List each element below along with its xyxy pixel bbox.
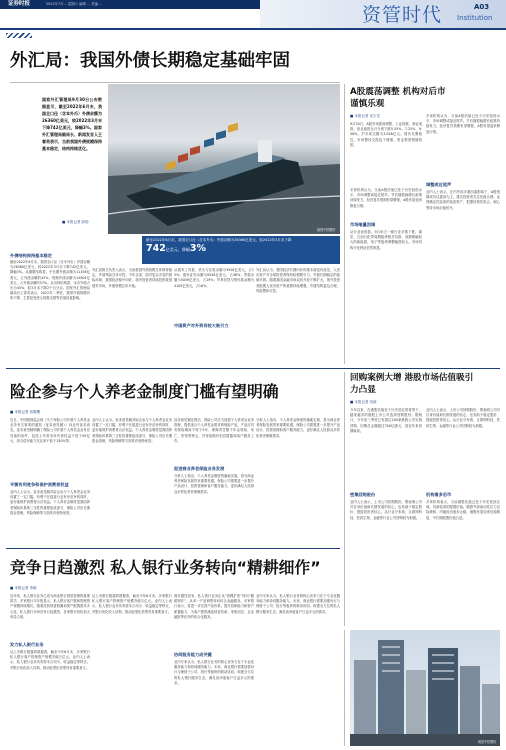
column-separator — [344, 372, 345, 626]
story1-col2: 外汇局相关负责人表示，当前我国外债规模总体保持稳定，外债风险总体可控。今年以来，面对复杂多变的国际环境，我国经济稳中向好，境外投资者持续投资我国债券市场，外债规模总体平稳。 — [92, 268, 172, 288]
story2-sub1: 市场缩量回调 — [350, 222, 376, 227]
story3-col2: 业内人士表示，上市公司回购股份，既表明公司对自身价值和长期发展的信心，也有助于稳定股价、提振投资者信心。从行业分布看，互联网科技、医药生物、金融等行业公司回购较为积极。 — [426, 408, 500, 428]
story5-sub3: 协同服务能力成关键 — [174, 652, 212, 657]
story1-caption — [142, 236, 340, 264]
story1-headline: 外汇局：我国外债长期稳定基础牢固 — [10, 51, 290, 71]
story1-byline: ■ 本报记者 彭勃 — [62, 220, 89, 224]
paper-name: 证券时报 — [8, 1, 31, 7]
section-rule — [6, 368, 500, 369]
story1-deck: 国家外汇管理局9月30日公布数据显示，截至2022年6月末，我国全口径（含本外币）外债余额为26360亿美元，较2022年3月末下降742亿美元，降幅3%。国家外汇管理局副局长、新闻发言人王春英表示，当前我国外债规模保持基本稳定，结构持续优化。 — [42, 97, 102, 151]
story5-col2: 从上市银行披露的数据看，截至今年6月末，多家银行私人银行客户管理资产规模突破万亿元。业内人士表示，私人银行业务具有资本占用少、收益稳定等特点，对银行优化收入结构、推动轻型化转型具有重要意义。 — [92, 594, 172, 614]
story3-col1: 今年以来，在港股估值处于历史低位的背景下，越来越多的港股上市公司选择回购股份。据统计，今年前三季度已有超过200家港股公司实施回购，回购总金额超过700亿港元，创近年来同期新高。 — [350, 408, 422, 433]
story2-sub2: 调整或近尾声 — [426, 182, 452, 187]
divider — [10, 82, 340, 83]
story2-col2: 多家机构认为，当前A股估值已处于历史较低水平，市场调整或接近尾声。节后随着稳增长政策持续发力，经济复苏预期有望增强，A股有望迎来修复行情。 — [426, 114, 500, 134]
caption-unit: 亿美元，降幅 — [165, 246, 190, 252]
story3-sub1: 密集回购股份 — [350, 492, 376, 497]
decor-hatch — [6, 33, 32, 38]
edition-meta: 2022年7月... 星期六 编辑 ... 美编 ... — [46, 2, 103, 6]
story2-headline: A股震荡调整 机构对后市谨慎乐观 — [350, 87, 446, 109]
section-rule — [6, 548, 340, 549]
story1-sub2: 中国资产对外资有较大吸引力 — [174, 323, 254, 329]
story5-col3b: 业内专家认为，私人银行业务的核心竞争力在于专业化服务能力和协同服务能力。未来，商业银行需要加强母行与理财子公司、投行等板块的联动协同，构建全方位的私人银行服务生态，满足高净值客户日益多元的需求。 — [174, 660, 254, 685]
story4-headline: 险企参与个人养老金制度门槛有望明确 — [10, 382, 279, 401]
story2-col2b: 业内人士表示，在内外部多重因素影响下，A股短期或仍以震荡为主。建议投资者关注估值合理、业绩确定性较高的优质资产，把握结构性机会，耐心等待市场企稳回升。 — [426, 190, 500, 210]
story3-byline: ■ 本报记者 吴琼 — [350, 400, 377, 404]
story2-col1b: 多家机构认为，当前A股估值已处于历史较低水平，市场调整或接近尾声。节后随着稳增长政策持续发力，经济复苏预期有望增强，A股有望迎来修复行情。 — [350, 188, 422, 208]
story5-col1: 近年来，私人银行业务已成为商业银行财富管理的重要抓手。多家银行半年报显示，私人银行客户数和管理资产规模持续增长。随着居民财富积累和资产配置需求多元化，私人银行市场竞争日趋激烈，各家银行纷纷加大布局力度。 — [10, 594, 90, 619]
masthead — [0, 0, 506, 28]
edition-number: A03 — [474, 3, 490, 11]
story5-sub1: 发力私人银行业务 — [10, 642, 44, 647]
story1-col3: 从债务工具看，货币与存款余额为3928亿美元，占15%；债务证券余额为9526亿美元，占36%；贷款余额为5059亿美元，占19%；贸易信贷与预付款余额为4105亿美元，占16%。 — [174, 268, 254, 288]
story3-col1b: 业内人士表示，上市公司回购股份，既表明公司对自身价值和长期发展的信心，也有助于稳定股价、提振投资者信心。从行业分布看，互联网科技、医药生物、金融等行业公司回购较为积极。 — [350, 500, 422, 520]
masthead-rule — [0, 28, 506, 30]
story5-col4: 业内专家认为，私人银行业务的核心竞争力在于专业化服务能力和协同服务能力。未来，商业银行需要加强母行与理财子公司、投行等板块的联动协同，构建全方位的私人银行服务生态，满足高净值客户日益多元的需求。 — [256, 594, 340, 614]
story5-col1b: 从上市银行披露的数据看，截至今年6月末，多家银行私人银行客户管理资产规模突破万亿元。业内人士表示，私人银行业务具有资本占用少、收益稳定等特点，对银行优化收入结构、推动轻型化转型具有重要意义。 — [10, 650, 90, 670]
story2-col1: 9月30日，A股市场震荡调整，上证指数、深证成指、创业板指全月分别下跌5.55%、7.25%、9.48%，沪市成交额为3,048亿元。国庆长假临近，市场整体交投趋于谨慎，资金观望情绪较浓。 — [350, 122, 422, 147]
story3-sub2: 机构看多后市 — [426, 492, 452, 497]
caption-text: 截至2022年6月末，我国全口径（含本外币）外债余额为26360亿美元，较2022年3月末下降 — [146, 238, 292, 242]
story1-col1: 截至2022年6月末，我国全口径（含本外币）外债余额为26360亿美元，较2022年3月末下降742亿美元，降幅3%。从期限结构看，中长期外债余额为11456亿美元，占外债余额的43%；短期外债余额为14904亿美元，占外债余额的57%。从币种结构看，本币外债占比为45%，较3月末下降2个百分点。国家外汇管理局副局长王春英表示，2022年二季度，我国外债规模有所下降，主要是受美元指数走强等估值因素影响。 — [10, 260, 90, 301]
story4-byline: ■ 本报记者 邓雄鹰 — [10, 410, 41, 414]
section-subtitle: Institution — [457, 14, 493, 22]
story4-col3b: 分析人士指出，个人养老金制度的落地实施，将为商业养老保险发展带来重要机遇。保险公司需要进一步提升产品设计、投资管理和客户服务能力，更好满足人民群众多样化养老保障需求。 — [174, 474, 254, 494]
story1-col4: 外汇局认为，我国经济长期向好的基本面没有改变，人民币资产对全球投资者保持较强吸引力，外债长期稳定的基础牢固。随着我国金融市场双向开放不断扩大，境外投资者配置人民币资产的意愿持续增强，外债结构更趋合理，风险整体可控。 — [256, 268, 340, 293]
story5-col3: 面对激烈竞争，私人银行业务正从“规模扩张”转向“精耕细作”，从单一产品销售转向综合金融服务。多家银行表示，将进一步完善产品体系，提升投研能力和资产配置能力，为客户提供涵盖财富传承、家族信托、企业融资等在内的综合化服务。 — [174, 594, 254, 619]
story4-col1b: 业内人士认为，征求意见稿对险企参与个人养老金业务设置了一定门槛，有利于在促进行业有序竞争的同时，更好地保护消费者合法权益。个人养老金制度是我国养老保险体系第三支柱的重要组成部分，保险公司在长期资金管理、风险保障等方面具有独特优势。 — [10, 490, 90, 515]
story2-col1c: 从行业表现看，9月申万一级行业多数下跌，煤炭、石油石化等周期板块相对抗跌，前期涨幅较大的新能源、电子等板块调整幅度较大。市场结构分化特征依然明显。 — [350, 230, 422, 250]
section-title: 资管时代 — [362, 4, 443, 26]
story1-photo-credit: 视觉中国图片 — [316, 228, 336, 232]
caption-value: 742 — [146, 242, 166, 254]
story3-headline: 回购案例大增 港股市场估值吸引力凸显 — [350, 373, 474, 395]
ship-illustration — [108, 84, 340, 234]
story5-photo — [350, 630, 500, 746]
story5-byline: ■ 本报记者 李颖 — [10, 586, 37, 590]
story3-col2b: 多家机构表示，当前港股估值已处于历史底部区域，具备较高的配置价值。随着外部流动性压力边际缓和、内地经济逐步企稳，港股有望迎来估值修复，中长期配置价值凸显。 — [426, 500, 500, 520]
skyline-illustration — [350, 630, 500, 746]
story4-col1: 近日，中国银保监会就《关于保险公司开展个人养老金业务有关事项的通知（征求意见稿）》向业内征求意见。征求意见稿明确了保险公司开展个人养老金业务应具备的条件，包括上年度末所有者权益不低于50亿元、综合偿付能力充足率不低于150%等。 — [10, 418, 90, 443]
story5-headline: 竞争日趋激烈 私人银行业务转向“精耕细作” — [10, 558, 321, 577]
story4-col2: 业内人士认为，征求意见稿对险企参与个人养老金业务设置了一定门槛，有利于在促进行业有序竞争的同时，更好地保护消费者合法权益。个人养老金制度是我国养老保险体系第三支柱的重要组成部分，保险公司在长期资金管理、风险保障等方面具有独特优势。 — [92, 418, 172, 443]
column-separator — [344, 84, 345, 364]
story4-sub2: 促进商业养老保险业务发展 — [174, 466, 225, 471]
column-separator — [344, 630, 345, 746]
story5-photo-credit: 视觉中国图片 — [477, 740, 497, 744]
story4-col3: 征求意见稿还提出，保险公司应当加强个人养老金业务管理，提供适合个人养老金需求的保险产品，产品应具有保险期间不短于5年、保障责任限于年金领取、死亡、伤残等特点，并持续做好信息披露和客户服务工作。 — [174, 418, 254, 443]
story2-byline: ■ 本报记者 吴少龙 — [350, 114, 381, 118]
story4-col4: 分析人士指出，个人养老金制度的落地实施，将为商业养老保险发展带来重要机遇。保险公司需要进一步提升产品设计、投资管理和客户服务能力，更好满足人民群众多样化养老保障需求。 — [256, 418, 340, 438]
story1-photo — [108, 84, 340, 234]
story4-sub1: 平衡有利竞争和保护消费者权益 — [10, 482, 69, 487]
story1-sub1: 外债结构保持基本稳定 — [10, 253, 52, 258]
caption-percent: 3% — [189, 242, 206, 254]
caption-figures — [146, 244, 336, 255]
